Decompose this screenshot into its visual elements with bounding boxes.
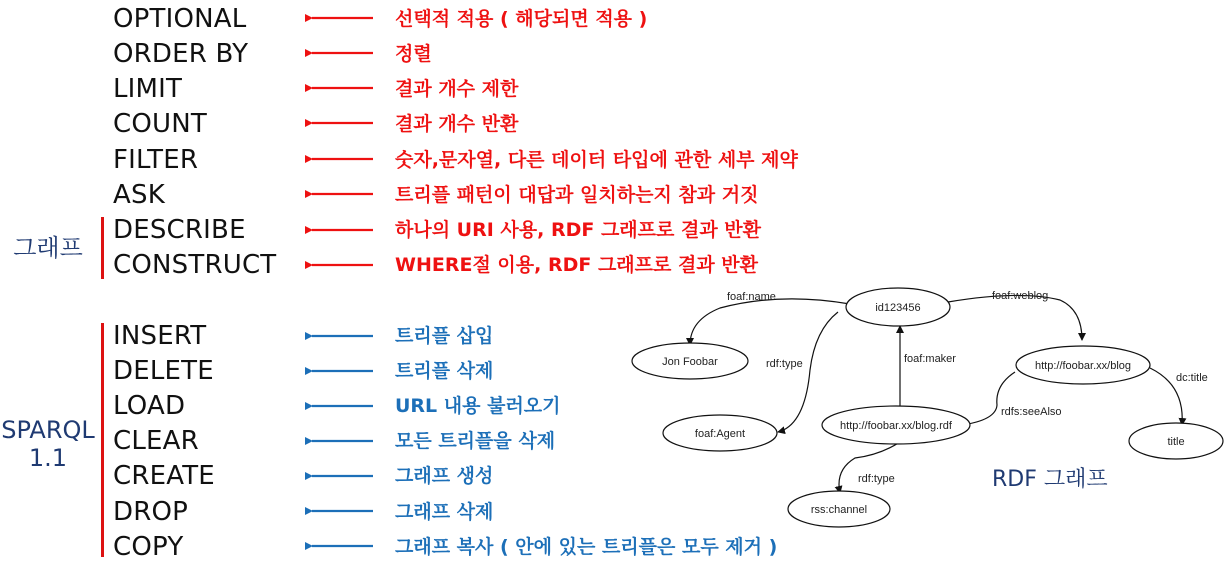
edge-foaf-weblog (948, 295, 1082, 340)
desc-optional: 선택적 적용 ( 해당되면 적용 ) (395, 8, 648, 30)
node-label-id: id123456 (875, 302, 921, 314)
desc-order-by: 정렬 (395, 43, 432, 65)
sparql-label-line2: 1.1 (28, 444, 68, 472)
keyword-delete: DELETE (113, 356, 214, 386)
keyword-insert: INSERT (113, 321, 207, 351)
edge-label-rdfs-seealso: rdfs:seeAlso (1001, 406, 1062, 418)
keyword-optional: OPTIONAL (113, 4, 247, 34)
desc-create: 그래프 생성 (395, 465, 494, 487)
rdf-nodes (632, 288, 1223, 527)
rdf-edges (690, 295, 1185, 493)
keyword-count: COUNT (113, 109, 207, 139)
rdf-graph-title: RDF 그래프 (992, 467, 1108, 492)
node-label-channel: rss:channel (810, 504, 868, 516)
edge-label-foaf-weblog: foaf:weblog (992, 290, 1049, 302)
edge-label-dc-title: dc:title (1176, 372, 1208, 384)
desc-copy: 그래프 복사 ( 안에 있는 트리플은 모두 제거 ) (395, 536, 778, 558)
node-label-title: title (1167, 436, 1185, 448)
edge-label-foaf-name: foaf:name (727, 291, 776, 303)
keyword-load: LOAD (113, 391, 186, 421)
desc-count: 결과 개수 반환 (395, 113, 519, 135)
keyword-clear: CLEAR (113, 426, 199, 456)
keyword-filter: FILTER (113, 145, 199, 175)
keyword-describe: DESCRIBE (113, 215, 246, 245)
edge-rdf-type-channel (839, 442, 900, 493)
desc-filter: 숫자,문자열, 다른 데이터 타입에 관한 세부 제약 (395, 149, 798, 171)
red-arrows (312, 18, 373, 265)
blue-arrows (312, 336, 373, 546)
keyword-drop: DROP (113, 497, 189, 527)
keyword-create: CREATE (113, 461, 215, 491)
node-label-blog-rdf: http://foobar.xx/blog.rdf (840, 420, 952, 432)
desc-clear: 모든 트리플을 삭제 (395, 430, 556, 452)
edge-rdf-type-agent (778, 312, 838, 432)
keyword-construct: CONSTRUCT (113, 250, 277, 280)
desc-drop: 그래프 삭제 (395, 501, 494, 523)
keyword-limit: LIMIT (113, 74, 183, 104)
sparql-label-line1: SPARQL (1, 416, 95, 444)
desc-describe: 하나의 URI 사용, RDF 그래프로 결과 반환 (395, 219, 762, 241)
edge-label-rdf-type-channel: rdf:type (858, 473, 895, 485)
desc-limit: 결과 개수 제한 (395, 78, 519, 100)
desc-ask: 트리플 패턴이 대답과 일치하는지 참과 거짓 (395, 184, 759, 206)
graph-group-label: 그래프 (13, 234, 83, 262)
node-label-name: Jon Foobar (662, 356, 718, 368)
keyword-ask: ASK (113, 180, 165, 210)
edge-label-rdf-type-agent: rdf:type (766, 358, 803, 370)
keyword-order-by: ORDER BY (113, 39, 249, 69)
desc-insert: 트리플 삽입 (395, 325, 494, 347)
desc-construct: WHERE절 이용, RDF 그래프로 결과 반환 (395, 254, 759, 276)
desc-delete: 트리플 삭제 (395, 360, 494, 382)
keyword-copy: COPY (113, 532, 184, 562)
node-label-blog: http://foobar.xx/blog (1034, 360, 1132, 372)
edge-label-foaf-maker: foaf:maker (904, 353, 956, 365)
desc-load: URL 내용 불러오기 (395, 395, 561, 417)
node-label-agent: foaf:Agent (694, 428, 746, 440)
edge-foaf-name (690, 299, 850, 345)
